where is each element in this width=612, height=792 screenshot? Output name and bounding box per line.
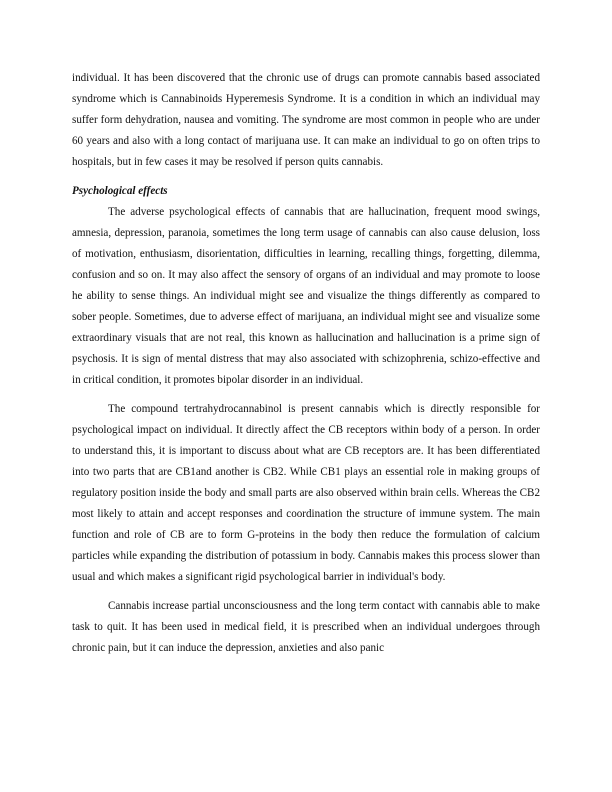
- paragraph-partial-unconsciousness: Cannabis increase partial unconsciousness and the long term contact with cannabis able to make task to quit. It has been used in medical field, it is prescribed when an individual undergoes through chronic pain, but it can induce the depression, anxieties and also panic: [72, 600, 540, 654]
- paragraph-cannabinoid-hyperemesis: individual. It has been discovered that the chronic use of drugs can promote cannabis based associated syndrome which is Cannabinoids Hyperemesis Syndrome. It is a condition in which an individual may suffer form dehydration, nausea and vomiting. The syndrome are most common in people who are under 60 years and also with a long contact of marijuana use. It can make an individual to go on often trips to hospitals, but in few cases it may be resolved if person quits cannabis.: [72, 72, 540, 168]
- document-page: [72, 68, 540, 659]
- paragraph-adverse-psychological-effects: The adverse psychological effects of cannabis that are hallucination, frequent mood swings, amnesia, depression, paranoia, sometimes the long term usage of cannabis can also cause delusion, loss of motivation, enthusiasm, disorientation, difficulties in learning, recalling things, forgetting, dilemma, confusion and so on. It may also affect the sensory of organs of an individual and may promote to loose he ability to sense things. An individual might see and visualize the things differently as compared to sober people. Sometimes, due to adverse effect of marijuana, an individual might see and visualize some extraordinary visuals that are not real, this known as hallucination and hallucination is a prime sign of psychosis. It is sign of mental distress that may also associated with schizophrenia, schizo-effective and in critical condition, it promotes bipolar disorder in an individual.: [72, 206, 540, 386]
- section-heading-psychological-effects: Psychological effects: [72, 185, 168, 197]
- paragraph-cb-receptors: The compound tertrahydrocannabinol is present cannabis which is directly responsible for psychological impact on individual. It directly affect the CB receptors within body of a person. In order to understand this, it is important to discuss about what are CB receptors are. It has been differentiated into two parts that are CB1and another is CB2. While CB1 plays an essential role in making groups of regulatory position inside the body and small parts are also observed within brain cells. Whereas the CB2 most likely to attain and accept responses and coordination the structure of immune system. The main function and role of CB are to form G-proteins in the body then reduce the formulation of calcium particles while expanding the distribution of potassium in body. Cannabis makes this process slower than usual and which makes a significant rigid psychological barrier in individual's body.: [72, 403, 540, 583]
